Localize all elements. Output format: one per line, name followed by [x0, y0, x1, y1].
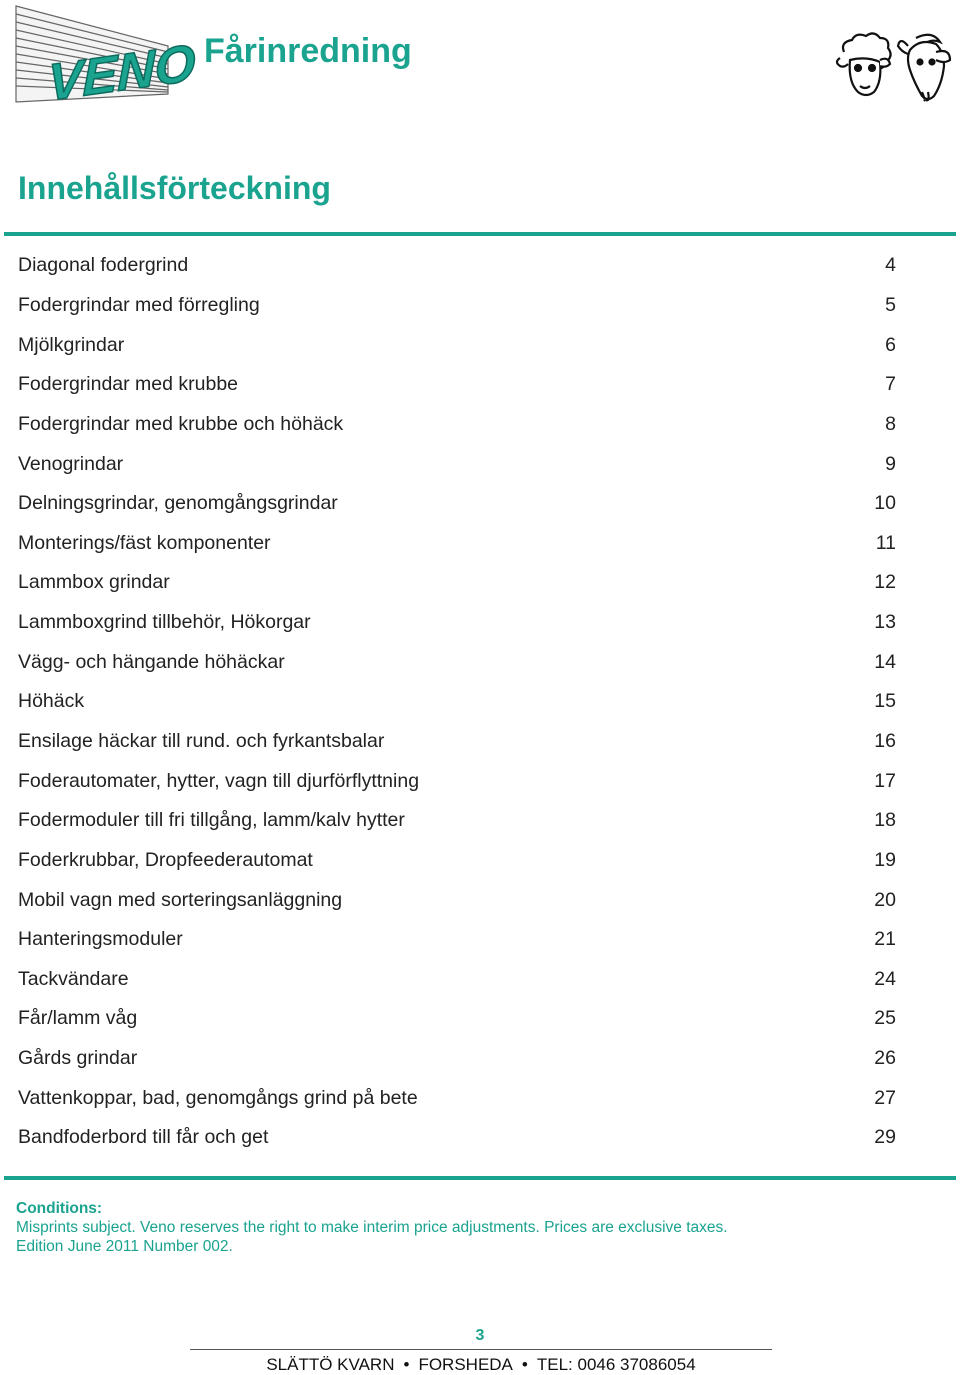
edition-text: Edition June 2011 Number 002.: [16, 1238, 233, 1255]
toc-item[interactable]: [18, 642, 896, 682]
toc-item-title: Foderkrubbar, Dropfeederautomat: [18, 848, 313, 871]
toc-item[interactable]: [18, 1118, 896, 1158]
toc-item[interactable]: [18, 603, 896, 643]
toc-item[interactable]: [18, 880, 896, 920]
toc-item[interactable]: [18, 920, 896, 960]
goat-icon: [898, 35, 950, 101]
toc-item-title: Venogrindar: [18, 452, 124, 475]
toc-item[interactable]: [18, 325, 896, 365]
toc-item-page: 6: [885, 333, 896, 356]
toc-item-page: 16: [874, 730, 896, 752]
toc-item-title: Fodermoduler till fri tillgång, lamm/kalv hytter: [18, 809, 405, 832]
toc-item-title: Höhäck: [18, 690, 85, 713]
footer-separator: •: [521, 1355, 528, 1374]
toc-item[interactable]: [18, 1039, 896, 1079]
conditions-text: Misprints subject. Veno reserves the right to make interim price adjustments. Prices are exclusive taxes.: [16, 1219, 728, 1236]
toc-item-page: 11: [875, 531, 896, 554]
toc-item-title: Monterings/fäst komponenter: [18, 531, 271, 554]
toc-list: [18, 246, 896, 1158]
toc-item-page: 4: [885, 254, 896, 277]
animal-icons: [836, 30, 954, 102]
toc-item-page: 5: [885, 293, 896, 316]
toc-item-page: 21: [874, 928, 896, 951]
toc-item-title: Diagonal fodergrind: [18, 254, 189, 277]
toc-item[interactable]: [18, 722, 896, 762]
toc-item[interactable]: [18, 563, 896, 603]
toc-item[interactable]: [18, 1078, 896, 1118]
toc-item-page: 25: [874, 1007, 896, 1030]
toc-item-title: Lammbox grindar: [18, 571, 170, 594]
toc-item-title: Lammboxgrind tillbehör, Hökorgar: [18, 611, 311, 634]
toc-item-page: 14: [874, 650, 896, 673]
divider-top: [4, 232, 956, 236]
toc-item-page: 26: [874, 1047, 896, 1070]
toc-item[interactable]: [18, 801, 896, 841]
toc-item-title: Tackvändare: [18, 967, 129, 990]
toc-item-title: Mjölkgrindar: [18, 333, 125, 356]
sheep-icon: [837, 33, 891, 95]
toc-item-page: 18: [874, 809, 896, 832]
toc-item-page: 9: [885, 452, 896, 475]
conditions-label: Conditions:: [16, 1200, 103, 1217]
footer-phone: TEL: 0046 37086054: [536, 1355, 696, 1374]
toc-item[interactable]: [18, 484, 896, 524]
toc-item-title: Gårds grindar: [18, 1047, 138, 1070]
toc-item-title: Vägg- och hängande höhäckar: [18, 650, 285, 673]
toc-item[interactable]: [18, 761, 896, 801]
divider-bottom: [4, 1176, 956, 1180]
toc-item-title: Fodergrindar med krubbe: [18, 373, 239, 396]
footer-divider: [190, 1349, 772, 1350]
toc-item-title: Foderautomater, hytter, vagn till djurförflyttning: [18, 769, 420, 792]
toc-item-title: Får/lamm våg: [18, 1007, 138, 1030]
footer-separator: •: [403, 1355, 410, 1374]
veno-logo-icon: [10, 2, 196, 113]
toc-item-title: Bandfoderbord till får och get: [18, 1126, 269, 1149]
toc-item[interactable]: [18, 444, 896, 484]
toc-item-page: 29: [874, 1126, 896, 1149]
toc-item-title: Ensilage häckar till rund. och fyrkantsbalar: [18, 730, 385, 752]
toc-item-page: 19: [874, 848, 896, 871]
toc-item-title: Fodergrindar med förregling: [18, 293, 260, 316]
toc-item-title: Delningsgrindar, genomgångsgrindar: [18, 492, 338, 515]
toc-item-page: 17: [874, 769, 896, 792]
toc-item[interactable]: [18, 960, 896, 1000]
footer-location: FORSHEDA: [418, 1355, 513, 1374]
toc-item[interactable]: [18, 841, 896, 881]
toc-item-title: Vattenkoppar, bad, genomgångs grind på bete: [18, 1086, 418, 1109]
toc-item[interactable]: [18, 246, 896, 286]
page-number: 3: [475, 1327, 485, 1344]
footer-contact: [190, 1355, 772, 1375]
toc-item[interactable]: [18, 365, 896, 405]
toc-item-page: 15: [874, 690, 896, 713]
toc-item-page: 24: [874, 967, 896, 990]
toc-item-page: 12: [874, 571, 896, 594]
toc-item-title: Mobil vagn med sorteringsanläggning: [18, 888, 343, 911]
toc-item-page: 10: [874, 492, 896, 515]
footer-company: SLÄTTÖ KVARN: [266, 1355, 395, 1374]
toc-item[interactable]: [18, 523, 896, 563]
brand-title: Fårinredning: [204, 32, 412, 70]
toc-item[interactable]: [18, 682, 896, 722]
toc-item-title: Hanteringsmoduler: [18, 928, 183, 951]
toc-item[interactable]: [18, 999, 896, 1039]
toc-item-page: 7: [885, 373, 896, 396]
toc-item-page: 8: [885, 412, 896, 435]
toc-item-title: Fodergrindar med krubbe och höhäck: [18, 412, 344, 435]
conditions-block: [16, 1199, 728, 1256]
toc-item[interactable]: [18, 286, 896, 326]
svg-text:VENO: VENO: [48, 34, 196, 113]
toc-item-page: 27: [874, 1086, 896, 1109]
toc-heading: Innehållsförteckning: [18, 170, 331, 206]
toc-item-page: 13: [874, 611, 896, 634]
toc-item[interactable]: [18, 405, 896, 445]
toc-item-page: 20: [874, 888, 896, 911]
